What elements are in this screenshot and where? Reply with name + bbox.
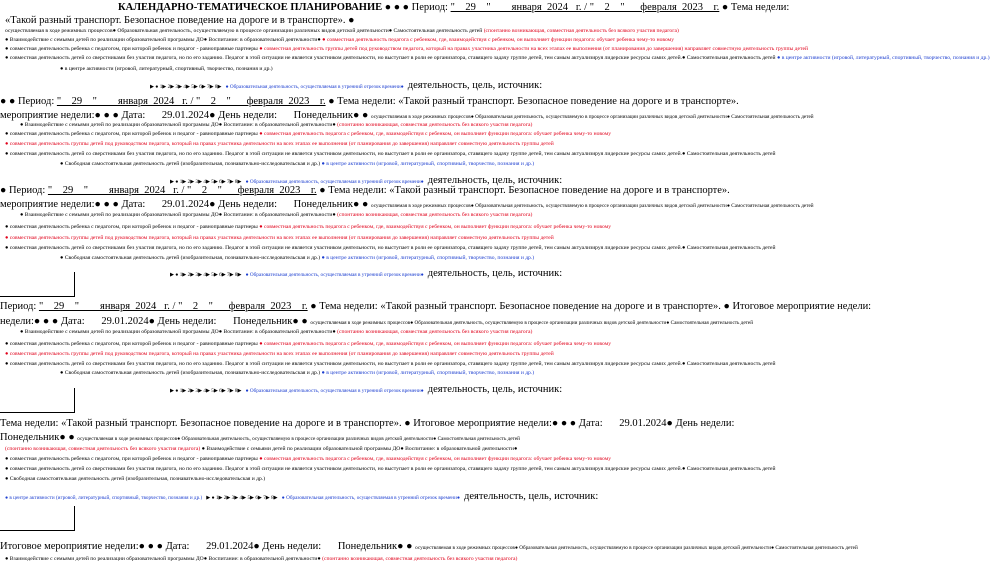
text-blue: ● в центре активности (игровой, литературный, спортивный, творчество, познания и др.) xyxy=(321,161,535,167)
text-black: ● совместная деятельность детей со сверстниками без участия педагога, но по его заданию. Педагог в этой ситуации не является участником деятельности, но выступает в роли ее организатора, ставящего задачу группе детей, тем самым актуализируя лидерские ресурсы самих детей.● Самостоятельная деятельность детей xyxy=(5,361,776,367)
activity-label: деятельность, цель, источник: xyxy=(407,80,543,91)
period-label: Период: xyxy=(8,185,46,196)
block4-small-3 xyxy=(5,351,821,357)
text-black: ● Взаимодействие с семьями детей по реализации образовательной программы ДО● Воспитание: в образовательной деятельности● xyxy=(20,329,336,335)
text-blue: ● Образовательная деятельность, осуществляемая в утренний отрезок времени● xyxy=(225,84,404,90)
block5-small-1 xyxy=(5,446,821,452)
text-blue: ● в центре активности (игровой, литературный, спортивный, творчество, познания и др.) xyxy=(321,255,535,261)
text-red: ● совместная деятельность группы детей под руководством педагога, который на правах участника деятельности на всех этапах ее выполнения (от планирования до завершения) направляет совместную деятельность группы детей xyxy=(5,141,554,147)
day-label: День недели: xyxy=(675,418,735,429)
date-value: 29.01.2024 xyxy=(101,316,149,327)
block6-date-line: Итоговое мероприятие недели:● ● ● Дата: 29.01.2024● День недели: Понедельник● ● осуществляемая в ходе режимных процессов● Образовательная деятельность, осуществляемую в процессе организации различных видов детской деятельности● Самостоятельная деятельность детей xyxy=(0,541,858,552)
day-value: Понедельник xyxy=(293,110,354,121)
text-black: ● Свободная самостоятельная деятельность детей (изобразительная, познавательно-исследовательская и др.) xyxy=(60,255,321,261)
final-event-label: Итоговое мероприятие недели: xyxy=(413,418,552,429)
block3-small-4 xyxy=(5,245,821,251)
text-black: ● Свободная самостоятельная деятельность детей (изобразительная, познавательно-исследовательская и др.) xyxy=(5,476,266,482)
text-blue: ● Образовательная деятельность, осуществляемая в утренний отрезок времени● xyxy=(281,495,460,501)
date-label: Дата: xyxy=(60,316,85,327)
block4-small-4 xyxy=(5,361,821,367)
day-value: Понедельник xyxy=(0,432,60,443)
period-label: Период: xyxy=(0,301,37,312)
block6-small-1 xyxy=(5,556,821,562)
date-label: Дата: xyxy=(121,110,146,121)
text-red: (спонтанно возникающая, совместная деятельность без всякого участия педагога) xyxy=(337,212,533,218)
block1-small-2 xyxy=(5,37,821,43)
block2-small-2 xyxy=(5,131,821,137)
text-red: (спонтанно возникающая, совместная деятельность без всякого участия педагога) xyxy=(337,122,533,128)
block3-small-3 xyxy=(5,235,821,241)
page-title: КАЛЕНДАРНО-ТЕМАТИЧЕСКОЕ ПЛАНИРОВАНИЕ xyxy=(118,2,383,13)
text-blue: ● Образовательная деятельность, осуществляемая в утренний отрезок времени● xyxy=(245,388,424,394)
block5-small-4 xyxy=(5,476,821,482)
text-black: ● в центре активности (игровой, литературный, спортивный, творчество, познания и др.) xyxy=(60,66,273,72)
date-label: Дата: xyxy=(121,199,146,210)
text-black: осуществляемая в ходе режимных процессов● Образовательная деятельность, осуществляемую в процессе организации различных видов детской деятельности● Самостоятельная деятельность детей xyxy=(370,114,814,120)
block4-date-line: недели:● ● ● Дата: 29.01.2024● День недели: Понедельник● ● осуществляемая в ходе режимных процессов● Образовательная деятельность, осуществляемую в процессе организации различных видов детской деятельности● Самостоятельная деятельность детей xyxy=(0,316,753,327)
block3-vrule xyxy=(74,272,75,296)
date-label: Дата: xyxy=(165,541,190,552)
text-black: ● совместная деятельность детей со сверстниками без участия педагога, но по его заданию. Педагог в этой ситуации не является участником деятельности, но выступает в роли ее организатора, ставящего задачу группе детей, тем самым актуализируя лидерские ресурсы самих детей.● Самостоятельная деятельность детей xyxy=(5,151,776,157)
theme-value: «Такой разный транспорт. Безопасное поведение на дороге и в транспорте». xyxy=(398,96,739,107)
block1-small-4 xyxy=(5,55,990,61)
day-label: День недели: xyxy=(157,316,217,327)
date-value: 29.01.2024 xyxy=(161,199,210,210)
text-red: (спонтанно возникающая, совместная деятельность без всякого участия педагога) xyxy=(483,28,679,34)
date-value: 29.01.2024 xyxy=(619,418,667,429)
block5-theme-line: Тема недели: «Такой разный транспорт. Безопасное поведение на дороге и в транспорте». ● Итоговое мероприятие недели:● ● ● Дата: 29.01.2024● День недели: xyxy=(0,418,735,429)
block2-small-4 xyxy=(5,151,821,157)
text-red: (спонтанно возникающая, совместная деятельность без всякого участия педагога) xyxy=(322,556,518,562)
block4-small-2 xyxy=(5,341,821,347)
block5-small-2 xyxy=(5,456,821,462)
block4-hrule xyxy=(0,412,75,413)
date-value: 29.01.2024 xyxy=(206,541,254,552)
period-value: "__29__"____января_2024_ г. / "__2__"___февраля_2023__г. xyxy=(38,301,308,312)
text-black: ● совместная деятельность ребенка с педагогом, при которой ребенок и педагог - равноправные партнеры xyxy=(5,224,258,230)
text-black: ● Взаимодействие с семьями детей по реализации образовательной программы ДО● Воспитание: в образовательной деятельности● xyxy=(5,556,321,562)
block3-period-line: ● Период: "__29__"____января_2024_ г. / "__2__"___февраля_2023__г. ● Тема недели: «Такой разный транспорт. Безопасное поведение на дороге и в транспорте». xyxy=(0,185,730,196)
block2-small-3 xyxy=(5,141,821,147)
text-red: ● совместная деятельность группы детей под руководством педагога, который на правах участника деятельности на всех этапах ее выполнения (от планирования до завершения) направляет совместную деятельность группы детей xyxy=(259,46,808,52)
text-blue: ● в центре активности (игровой, литературный, спортивный, творчество, познания и др.) xyxy=(776,55,990,61)
period-value: "__29__"____января_2024_ г. / "__2__"___февраля_2023__г. xyxy=(47,185,317,196)
text-black: ● Взаимодействие с семьями детей по реализации образовательной программы ДО● Воспитание: в образовательной деятельности● xyxy=(20,212,336,218)
text-black: осуществляемая в ходе режимных процессов● Образовательная деятельность, осуществляемую в процессе организации различных видов детской деятельности● Самостоятельная деятельность детей xyxy=(5,28,483,34)
period-label: Период: xyxy=(17,96,55,107)
period-value: "__29__"____января_2024_ г. / "__2__"___февраля_2023__г. xyxy=(56,96,326,107)
theme-value: «Такой разный транспорт. Безопасное поведение на дороге и в транспорте». xyxy=(380,301,721,312)
theme-value: «Такой разный транспорт. Безопасное поведение на дороге и в транспорте». xyxy=(61,418,402,429)
block4-activity xyxy=(170,379,816,397)
period-label: Период: xyxy=(411,2,448,13)
arrows: ▶ ● 1▶ 2▶ 3▶ 4▶ 5▶ 6▶ 7▶ 8▶ xyxy=(170,388,242,394)
theme-value: «Такой разный транспорт. Безопасное поведение на дороге и в транспорте». xyxy=(5,15,346,26)
block5-activity xyxy=(5,486,821,504)
theme-label: Тема недели: xyxy=(730,2,790,13)
theme-label: Тема недели: xyxy=(0,418,59,429)
text-red: (спонтанно возникающая, совместная деятельность без всякого участия педагога) xyxy=(5,446,201,452)
block4-vrule xyxy=(74,388,75,412)
text-red: ● совместная деятельность педагога с ребенком, где, взаимодействуя с ребенком, он выполняет функции педагога: обучает ребенка чему-то новому xyxy=(259,131,612,137)
text-black: ● совместная деятельность ребенка с педагогом, при которой ребенок и педагог - равноправные партнеры xyxy=(5,456,258,462)
block2-period-line: ● ● Период: "__29__"____января_2024_ г. / "__2__"___февраля_2023__г. ● Тема недели: «Такой разный транспорт. Безопасное поведение на дороге и в транспорте». xyxy=(0,96,739,107)
day-label: День недели: xyxy=(262,541,322,552)
text-black: ● совместная деятельность детей со сверстниками без участия педагога, но по его заданию. Педагог в этой ситуации не является участником деятельности, но выступает в роли ее организатора, ставящего задачу группе детей, тем самым актуализируя лидерские ресурсы самих детей.● Самостоятельная деятельность детей xyxy=(5,466,776,472)
block1-activity xyxy=(150,75,816,93)
activity-label: деятельность, цель, источник: xyxy=(463,491,599,502)
final-event-label: Итоговое мероприятие недели: xyxy=(732,301,872,312)
block3-small-2 xyxy=(5,224,821,230)
theme-value: «Такой разный транспорт. Безопасное поведение на дороге и в транспорте». xyxy=(389,185,730,196)
block5-small-3 xyxy=(5,466,821,472)
theme-label: Тема недели: xyxy=(319,301,378,312)
block2-small-5 xyxy=(60,161,876,167)
text-blue: ● Образовательная деятельность, осуществляемая в утренний отрезок времени● xyxy=(245,272,424,278)
day-label: День недели: xyxy=(218,199,278,210)
text-black: осуществляемая в ходе режимных процессов● Образовательная деятельность, осуществляемую в процессе организации различных видов детской деятельности● Самостоятельная деятельность детей xyxy=(415,545,858,551)
arrows: ▶ ● 1▶ 2▶ 3▶ 4▶ 5▶ 6▶ 7▶ 8▶ xyxy=(170,179,242,185)
block1-small-3 xyxy=(5,46,821,52)
text-black: ● совместная деятельность детей со сверстниками без участия педагога, но по его заданию. Педагог в этой ситуации не является участником деятельности, но выступает в роли ее организатора, ставящего задачу группе детей, тем самым актуализируя лидерские ресурсы самих детей.● Самостоятельная деятельность детей xyxy=(5,245,776,251)
block5-hrule xyxy=(0,530,75,531)
bullets: ● ● xyxy=(0,96,16,107)
text-red: (спонтанно возникающая, совместная деятельность без всякого участия педагога) xyxy=(337,329,533,335)
day-value: Понедельник xyxy=(293,199,354,210)
activity-label: деятельность, цель, источник: xyxy=(427,175,563,186)
text-black: осуществляемая в ходе режимных процессов● Образовательная деятельность, осуществляемую в процессе организации различных видов детской деятельности● Самостоятельная деятельность детей xyxy=(370,203,814,209)
period-value: "__29__"____января_2024_ г. / "__2__"___февраля_2023__г. xyxy=(450,2,720,13)
arrows: ▶ ● 1▶ 2▶ 3▶ 4▶ 5▶ 6▶ 7▶ 8▶ xyxy=(170,272,242,278)
block3-activity xyxy=(170,263,816,281)
text-black: осуществляемая в ходе режимных процессов● Образовательная деятельность, осуществляемую в процессе организации различных видов детской деятельности● Самостоятельная деятельность детей xyxy=(310,320,753,326)
block2-date-line: мероприятие недели:● ● ● Дата: 29.01.2024● День недели: Понедельник● ● осуществляемая в ходе режимных процессов● Образовательная деятельность, осуществляемую в процессе организации различных видов детской деятельности● Самостоятельная деятельность детей xyxy=(0,110,814,121)
day-label: День недели: xyxy=(218,110,278,121)
block3-small-5 xyxy=(60,255,876,261)
text-black: осуществляемая в ходе режимных процессов● Образовательная деятельность, осуществляемую в процессе организации различных видов детской деятельности● Самостоятельная деятельность детей xyxy=(77,436,520,442)
theme-label: Тема недели: xyxy=(328,185,387,196)
text-black: ● Свободная самостоятельная деятельность детей (изобразительная, познавательно-исследовательская и др.) xyxy=(60,161,321,167)
text-red: ● совместная деятельность педагога с ребенком, где, взаимодействуя с ребенком, он выполняет функции педагога: обучает ребенка чему-то новому xyxy=(259,341,612,347)
text-black: ● совместная деятельность ребенка с педагогом, при которой ребенок и педагог - равноправные партнеры xyxy=(5,131,258,137)
block2-small-1 xyxy=(20,122,836,128)
page-title-line: КАЛЕНДАРНО-ТЕМАТИЧЕСКОЕ ПЛАНИРОВАНИЕ ● ● ● Период: "__29__"____января_2024_ г. / "__2__"___февраля_2023__г. ● Тема недели: xyxy=(118,2,790,13)
text-black: ● совместная деятельность ребенка с педагогом, при которой ребенок и педагог - равноправные партнеры xyxy=(5,46,258,52)
final-event-label: Итоговое мероприятие недели: xyxy=(0,541,139,552)
text-black: ● Взаимодействие с семьями детей по реализации образовательной программы ДО● Воспитание: в образовательной деятельности● xyxy=(20,122,336,128)
activity-label: деятельность, цель, источник: xyxy=(427,268,563,279)
text-red: ● совместная деятельность педагога с ребенком, где, взаимодействуя с ребенком, он выполняет функции педагога: обучает ребенка чему-то новому xyxy=(322,37,675,43)
block5-day-line: Понедельник● ● осуществляемая в ходе режимных процессов● Образовательная деятельность, осуществляемую в процессе организации различных видов детской деятельности● Самостоятельная деятельность детей xyxy=(0,432,520,443)
arrows: ▶ ● 1▶ 2▶ 3▶ 4▶ 5▶ 6▶ 7▶ 8▶ xyxy=(150,84,222,90)
text-black: ● совместная деятельность ребенка с педагогом, при которой ребенок и педагог - равноправные партнеры xyxy=(5,341,258,347)
day-value: Понедельник xyxy=(233,316,293,327)
theme-label: Тема недели: xyxy=(337,96,396,107)
block3-small-1 xyxy=(20,212,836,218)
date-value: 29.01.2024 xyxy=(161,110,210,121)
text-black: ● Взаимодействие с семьями детей по реализации образовательной программы ДО● Воспитание: в образовательной деятельности● xyxy=(201,446,518,452)
text-red: ● совместная деятельность группы детей под руководством педагога, который на правах участника деятельности на всех этапах ее выполнения (от планирования до завершения) направляет совместную деятельность группы детей xyxy=(5,235,554,241)
header-bullets: ● ● ● xyxy=(384,2,410,13)
text-black: ● Свободная самостоятельная деятельность детей (изобразительная, познавательно-исследовательская и др.) xyxy=(60,370,321,376)
block1-small-5 xyxy=(60,66,876,72)
text-blue: ● в центре активности (игровой, литературный, спортивный, творчество, познания и др.) xyxy=(5,495,203,501)
day-value: Понедельник xyxy=(337,541,398,552)
text-black: ● совместная деятельность детей со сверстниками без участия педагога, но по его заданию. Педагог в этой ситуации не является участником деятельности, но выступает в роли ее организатора, ставящего задачу группе детей, тем самым актуализируя лидерские ресурсы самих детей.● Самостоятельная деятельность детей xyxy=(5,55,776,61)
text-red: ● совместная деятельность группы детей под руководством педагога, который на правах участника деятельности на всех этапах ее выполнения (от планирования до завершения) направляет совместную деятельность группы детей xyxy=(5,351,554,357)
block3-date-line: мероприятие недели:● ● ● Дата: 29.01.2024● День недели: Понедельник● ● осуществляемая в ходе режимных процессов● Образовательная деятельность, осуществляемую в процессе организации различных видов детской деятельности● Самостоятельная деятельность детей xyxy=(0,199,814,210)
activity-label: деятельность, цель, источник: xyxy=(427,384,563,395)
block3-hrule xyxy=(0,296,75,297)
text-blue: ● Образовательная деятельность, осуществляемая в утренний отрезок времени● xyxy=(245,179,424,185)
theme-line-1: «Такой разный транспорт. Безопасное поведение на дороге и в транспорте». ● xyxy=(5,15,355,26)
date-label: Дата: xyxy=(578,418,603,429)
text-black: ● Взаимодействие с семьями детей по реализации образовательной программы ДО● Воспитание: в образовательной деятельности● xyxy=(5,37,321,43)
block4-small-5 xyxy=(60,370,876,376)
text-blue: ● в центре активности (игровой, литературный, спортивный, творчество, познания и др.) xyxy=(321,370,535,376)
block1-small-1 xyxy=(5,28,821,34)
block5-vrule xyxy=(74,506,75,530)
text-red: ● совместная деятельность педагога с ребенком, где, взаимодействуя с ребенком, он выполняет функции педагога: обучает ребенка чему-то новому xyxy=(259,456,612,462)
text-red: ● совместная деятельность педагога с ребенком, где, взаимодействуя с ребенком, он выполняет функции педагога: обучает ребенка чему-то новому xyxy=(259,224,612,230)
block4-small-1 xyxy=(20,329,836,335)
block4-period-line: Период: "__29__"____января_2024_ г. / "__2__"___февраля_2023__г. ● Тема недели: «Такой разный транспорт. Безопасное поведение на дороге и в транспорте». ● Итоговое мероприятие недели: xyxy=(0,301,872,312)
arrows: ▶ ● 1▶ 2▶ 3▶ 4▶ 5▶ 6▶ 7▶ 8▶ xyxy=(206,495,278,501)
